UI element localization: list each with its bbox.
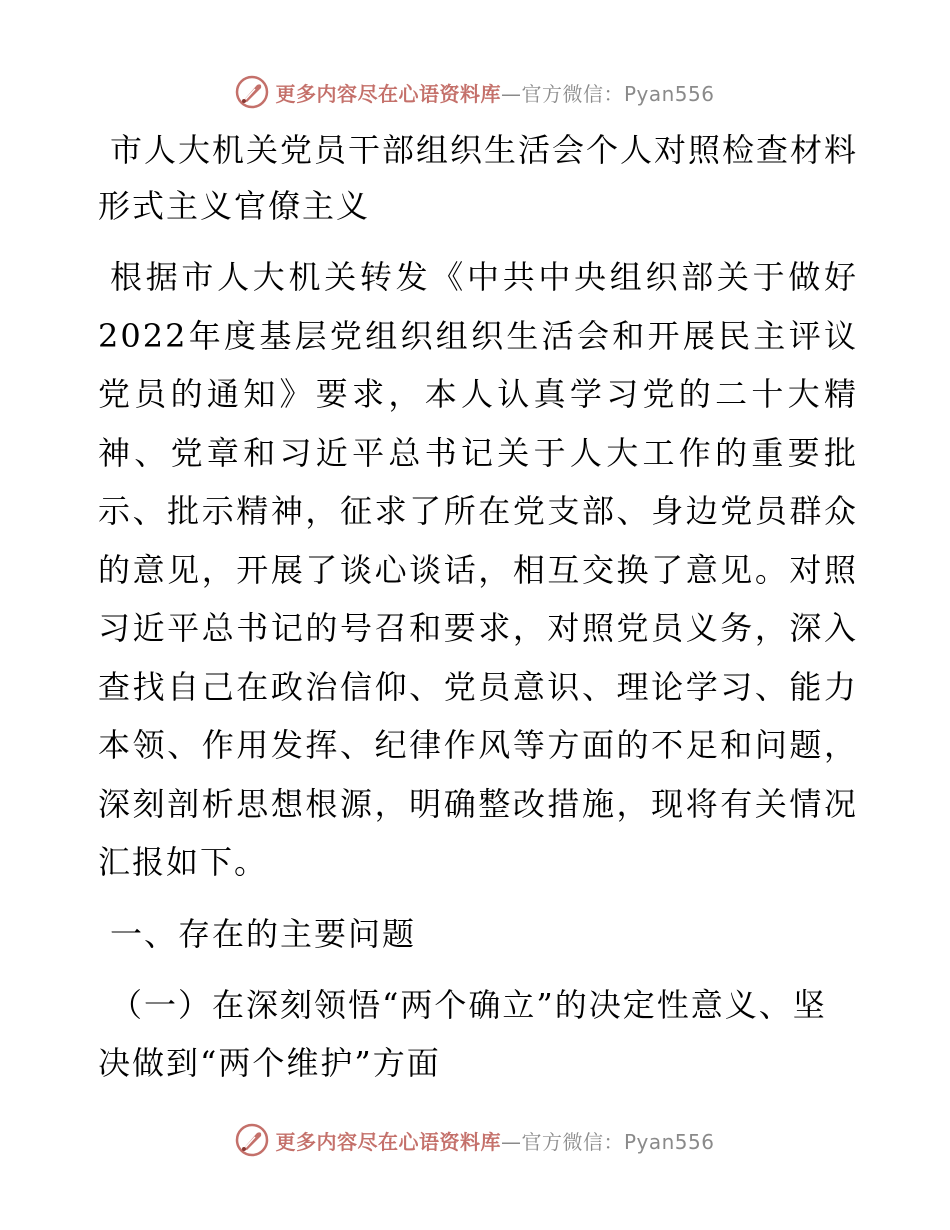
watermark-text <box>275 78 714 107</box>
watermark-suffix-text: —官方微信：Pyan556 <box>500 81 715 106</box>
feather-pen-logo-icon <box>235 75 269 109</box>
intro-paragraph: 根据市人大机关转发《中共中央组织部关于做好2022年度基层党组织组织生活会和开展民主评议党员的通知》要求，本人认真学习党的二十大精神、党章和习近平总书记关于人大工作的重要批示、批示精神，征求了所在党支部、身边党员群众的意见，开展了谈心谈话，相互交换了意见。对照习近平总书记的号召和要求，对照党员义务，深入查找自己在政治信仰、党员意识、理论学习、能力本领、作用发挥、纪律作风等方面的不足和问题，深刻剖析思想根源，明确整改措施，现将有关情况汇报如下。 <box>98 258 858 881</box>
watermark-main-text: 更多内容尽在心语资料库 <box>275 81 501 106</box>
document-title: 市人大机关党员干部组织生活会个人对照检查材料 形式主义官僚主义 <box>98 131 859 225</box>
watermark-suffix-text: —官方微信：Pyan556 <box>500 1129 715 1154</box>
document-body <box>98 122 858 1092</box>
feather-pen-logo-icon <box>235 1123 269 1157</box>
header-watermark <box>0 70 950 114</box>
watermark-text <box>275 1126 714 1155</box>
footer-watermark <box>0 1118 950 1162</box>
section-heading: 一、存在的主要问题 <box>110 914 417 953</box>
watermark-main-text: 更多内容尽在心语资料库 <box>275 1129 501 1154</box>
subsection-heading: （一）在深刻领悟“两个确立”的决定性意义、坚决做到“两个维护”方面 <box>98 985 827 1082</box>
